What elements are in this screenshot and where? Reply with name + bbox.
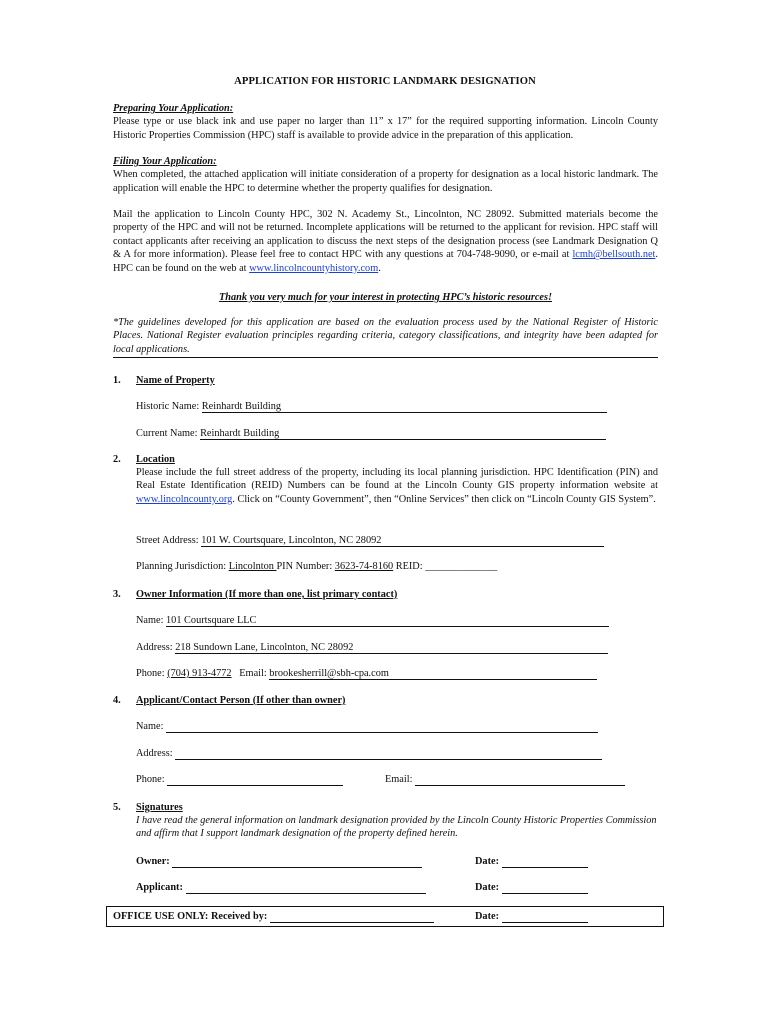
section-2-number: 2. [113,454,121,465]
office-date-label: Date: [475,911,502,922]
owner-phone-label: Phone: [136,668,168,679]
applicant-signature-field[interactable] [136,881,426,894]
office-date-field[interactable] [475,910,588,923]
filing-section [113,155,658,195]
current-name-label: Current Name: [136,428,201,439]
location-instructions [136,466,658,506]
section-1-number: 1. [113,375,121,386]
owner-name-field[interactable] [136,614,609,627]
jurisdiction-label: Planning Jurisdiction: [136,561,229,572]
street-address-field[interactable] [136,534,604,547]
preparing-heading: Preparing Your Application: [113,103,234,114]
section-2-title: Location [136,454,175,465]
owner-email-value: brookesherrill@sbh-cpa.com [269,668,389,680]
pin-label: PIN Number: [276,561,335,572]
reid-blank: ______________ [425,561,498,572]
section-4-title: Applicant/Contact Person (If other than owner) [136,695,346,706]
applicant-phone-field[interactable] [136,773,343,786]
owner-address-label: Address: [136,642,176,653]
mail-paragraph [113,208,658,275]
guidelines-note: *The guidelines developed for this application are based on the evaluation process used by the National Register of Historic Places. National Register evaluation principles regarding criteria, category classifications, and integrity have been adapted for local applications. [113,317,658,355]
location-text-1: Please include the full street address of the property, including its local planning jurisdiction. HPC Identification (PIN) and Real Estate Identification (REID) Numbers can be found at the Lincoln County GIS property information website at [136,467,658,492]
owner-name-value: 101 Courtsquare LLC [166,615,257,627]
applicant-phone-label: Phone: [136,774,168,785]
filing-text: When completed, the attached application will initiate consideration of a property for designation as a local historic landmark. The application will enable the HPC to determine whether the property qualifies for designation. [113,169,658,194]
owner-date-field[interactable] [475,855,588,868]
planning-jurisdiction-field[interactable] [136,560,497,573]
applicant-email-label: Email: [385,774,416,785]
applicant-signature-label: Applicant: [136,882,186,893]
street-address-label: Street Address: [136,535,202,546]
applicant-email-line[interactable] [415,773,625,786]
current-name-value: Reinhardt Building [200,428,280,440]
section-1-title: Name of Property [136,375,215,386]
section-3-number: 3. [113,589,121,600]
filing-heading: Filing Your Application: [113,156,217,167]
applicant-date-line[interactable] [502,881,588,894]
reid-label: REID: [393,561,426,572]
applicant-phone-line[interactable] [167,773,343,786]
applicant-date-label: Date: [475,882,502,893]
office-received-field[interactable] [113,910,434,923]
historic-name-value: Reinhardt Building [201,401,282,413]
email-link[interactable]: lcmh@bellsouth.net [572,249,656,261]
applicant-address-field[interactable] [136,747,602,760]
owner-phone-value: (704) 913-4772 [167,668,232,679]
owner-date-label: Date: [475,856,502,867]
applicant-name-line[interactable] [166,720,598,733]
mail-text-3: . [378,262,381,274]
owner-email-label: Email: [231,668,270,679]
current-name-field[interactable] [136,427,606,440]
historic-name-field[interactable] [136,400,607,413]
section-3-title: Owner Information (If more than one, list primary contact) [136,589,398,600]
website-link[interactable]: www.lincolncountyhistory.com [249,262,379,274]
section-4-number: 4. [113,695,121,706]
county-website-link[interactable]: www.lincolncounty.org [136,493,233,505]
owner-address-field[interactable] [136,641,608,654]
mail-text-1: Mail the application to Lincoln County HPC, 302 N. Academy St., Lincolnton, NC 28092. Submitted materials become the property of the HPC and will not be returned. Incomplete applications will be returned to the applicant for revision. HPC staff will contact applicants after receiving an application to discuss the next steps of the designation process (see Landmark Designation Q & A for more information). Please feel free to contact HPC with any questions at 704-748-9090, or e-mail at [113,209,658,261]
jurisdiction-value: Lincolnton [228,561,277,572]
location-text-2: . Click on “County Government”, then “Online Services” then click on “Lincoln County GIS System”. [232,493,656,505]
thanks-line: Thank you very much for your interest in protecting HPC’s historic resources! [218,292,553,303]
historic-name-label: Historic Name: [136,401,202,412]
street-address-value: 101 W. Courtsquare, Lincolnton, NC 28092 [201,535,382,547]
applicant-date-field[interactable] [475,881,588,894]
office-received-label: OFFICE USE ONLY: Received by: [113,911,270,922]
owner-signature-label: Owner: [136,856,173,867]
pin-value: 3623-74-8160 [334,561,394,572]
applicant-address-label: Address: [136,748,176,759]
section-5-number: 5. [113,802,121,813]
applicant-signature-line[interactable] [186,881,426,894]
owner-address-value: 218 Sundown Lane, Lincolnton, NC 28092 [175,642,354,654]
preparing-text: Please type or use black ink and use paper no larger than 11” x 17” for the required supporting information. Lincoln County Historic Properties Commission (HPC) staff is available to provide advice in the preparation of this application. [113,116,658,141]
office-date-line[interactable] [502,910,588,923]
applicant-email-field[interactable] [385,773,625,786]
owner-date-line[interactable] [502,855,588,868]
divider-rule [113,357,658,358]
owner-signature-field[interactable] [136,855,422,868]
document-title: APPLICATION FOR HISTORIC LANDMARK DESIGNATION [234,76,536,87]
office-received-line[interactable] [270,910,434,923]
owner-signature-line[interactable] [172,855,422,868]
preparing-section [113,102,658,142]
applicant-name-field[interactable] [136,720,598,733]
mail-text-2: . HPC can be found on the web at [113,249,658,274]
owner-phone-email-field[interactable] [136,667,597,680]
applicant-address-line[interactable] [175,747,602,760]
section-5-title: Signatures [136,802,183,813]
signatures-statement: I have read the general information on landmark designation provided by the Lincoln County Historic Properties Commission and affirm that I support landmark designation of the property defined herein. [136,815,657,840]
applicant-name-label: Name: [136,721,167,732]
owner-name-label: Name: [136,615,167,626]
